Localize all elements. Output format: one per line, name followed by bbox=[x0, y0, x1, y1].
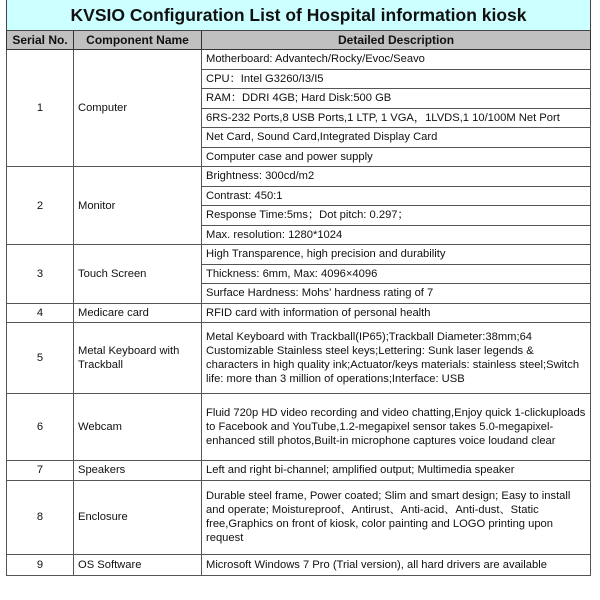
detail-cell: Surface Hardness: Mohs' hardness rating of 7 bbox=[202, 284, 591, 304]
serial-cell: 7 bbox=[7, 461, 74, 481]
serial-cell: 4 bbox=[7, 303, 74, 323]
table-row-webcam bbox=[7, 394, 591, 461]
component-cell: Speakers bbox=[74, 461, 202, 481]
table-row-medicare-card bbox=[7, 303, 591, 323]
detail-cell: Max. resolution: 1280*1024 bbox=[202, 225, 591, 245]
component-cell: Enclosure bbox=[74, 480, 202, 554]
column-header-serial: Serial No. bbox=[7, 31, 74, 50]
configuration-table bbox=[6, 0, 591, 576]
table-row-os-software bbox=[7, 554, 591, 575]
detail-cell: 6RS-232 Ports,8 USB Ports,1 LTP, 1 VGA，1LVDS,1 10/100M Net Port bbox=[202, 108, 591, 128]
detail-cell: Net Card, Sound Card,Integrated Display Card bbox=[202, 128, 591, 148]
serial-cell: 9 bbox=[7, 554, 74, 575]
serial-cell: 3 bbox=[7, 245, 74, 304]
component-cell: OS Software bbox=[74, 554, 202, 575]
detail-cell: CPU：Intel G3260/I3/I5 bbox=[202, 69, 591, 89]
detail-cell: Durable steel frame, Power coated; Slim and smart design; Easy to install and operate; Moistureproof、Antirust、Anti-acid、Anti-dust、Static free,Graphics on front of kiosk, color painting and LOGO printing upon request bbox=[202, 480, 591, 554]
configuration-sheet bbox=[6, 0, 590, 576]
title-row bbox=[7, 0, 591, 31]
detail-cell: Fluid 720p HD video recording and video chatting,Enjoy quick 1-clickuploads to Facebook and YouTube,1.2-megapixel sensor takes 5.0-megapixel-enhanced still photos,Built-in microphone captures voice loudand clear bbox=[202, 394, 591, 461]
component-cell: Touch Screen bbox=[74, 245, 202, 304]
column-header-component: Component Name bbox=[74, 31, 202, 50]
detail-cell: High Transparence, high precision and durability bbox=[202, 245, 591, 265]
detail-cell: Left and right bi-channel; amplified output; Multimedia speaker bbox=[202, 461, 591, 481]
serial-cell: 6 bbox=[7, 394, 74, 461]
serial-cell: 1 bbox=[7, 50, 74, 167]
column-header-description: Detailed Description bbox=[202, 31, 591, 50]
detail-cell: Response Time:5ms；Dot pitch: 0.297； bbox=[202, 206, 591, 226]
detail-cell: Contrast: 450:1 bbox=[202, 186, 591, 206]
detail-cell: Metal Keyboard with Trackball(IP65);Trackball Diameter:38mm;64 Customizable Stainless steel keys;Lettering: Sunk laser legends & characters in high quality ink;Actuator/keys materials: stainless steel;Switch life: more than 3 million of operations;Interface: USB bbox=[202, 323, 591, 394]
table-row-computer bbox=[7, 50, 591, 70]
detail-cell: Brightness: 300cd/m2 bbox=[202, 167, 591, 187]
table-row-speakers bbox=[7, 461, 591, 481]
table-row-monitor bbox=[7, 167, 591, 187]
component-cell: Monitor bbox=[74, 167, 202, 245]
component-cell: Medicare card bbox=[74, 303, 202, 323]
detail-cell: Computer case and power supply bbox=[202, 147, 591, 167]
table-row-metal-keyboard bbox=[7, 323, 591, 394]
table-row-touch-screen bbox=[7, 245, 591, 265]
serial-cell: 5 bbox=[7, 323, 74, 394]
table-row-enclosure bbox=[7, 480, 591, 554]
detail-cell: Thickness: 6mm, Max: 4096×4096 bbox=[202, 264, 591, 284]
header-row bbox=[7, 31, 591, 50]
serial-cell: 2 bbox=[7, 167, 74, 245]
detail-cell: Motherboard: Advantech/Rocky/Evoc/Seavo bbox=[202, 50, 591, 70]
page-title: KVSIO Configuration List of Hospital information kiosk bbox=[7, 0, 591, 31]
component-cell: Computer bbox=[74, 50, 202, 167]
component-cell: Webcam bbox=[74, 394, 202, 461]
detail-cell: RFID card with information of personal health bbox=[202, 303, 591, 323]
component-cell: Metal Keyboard with Trackball bbox=[74, 323, 202, 394]
detail-cell: RAM：DDRI 4GB; Hard Disk:500 GB bbox=[202, 89, 591, 109]
detail-cell: Microsoft Windows 7 Pro (Trial version), all hard drivers are available bbox=[202, 554, 591, 575]
serial-cell: 8 bbox=[7, 480, 74, 554]
